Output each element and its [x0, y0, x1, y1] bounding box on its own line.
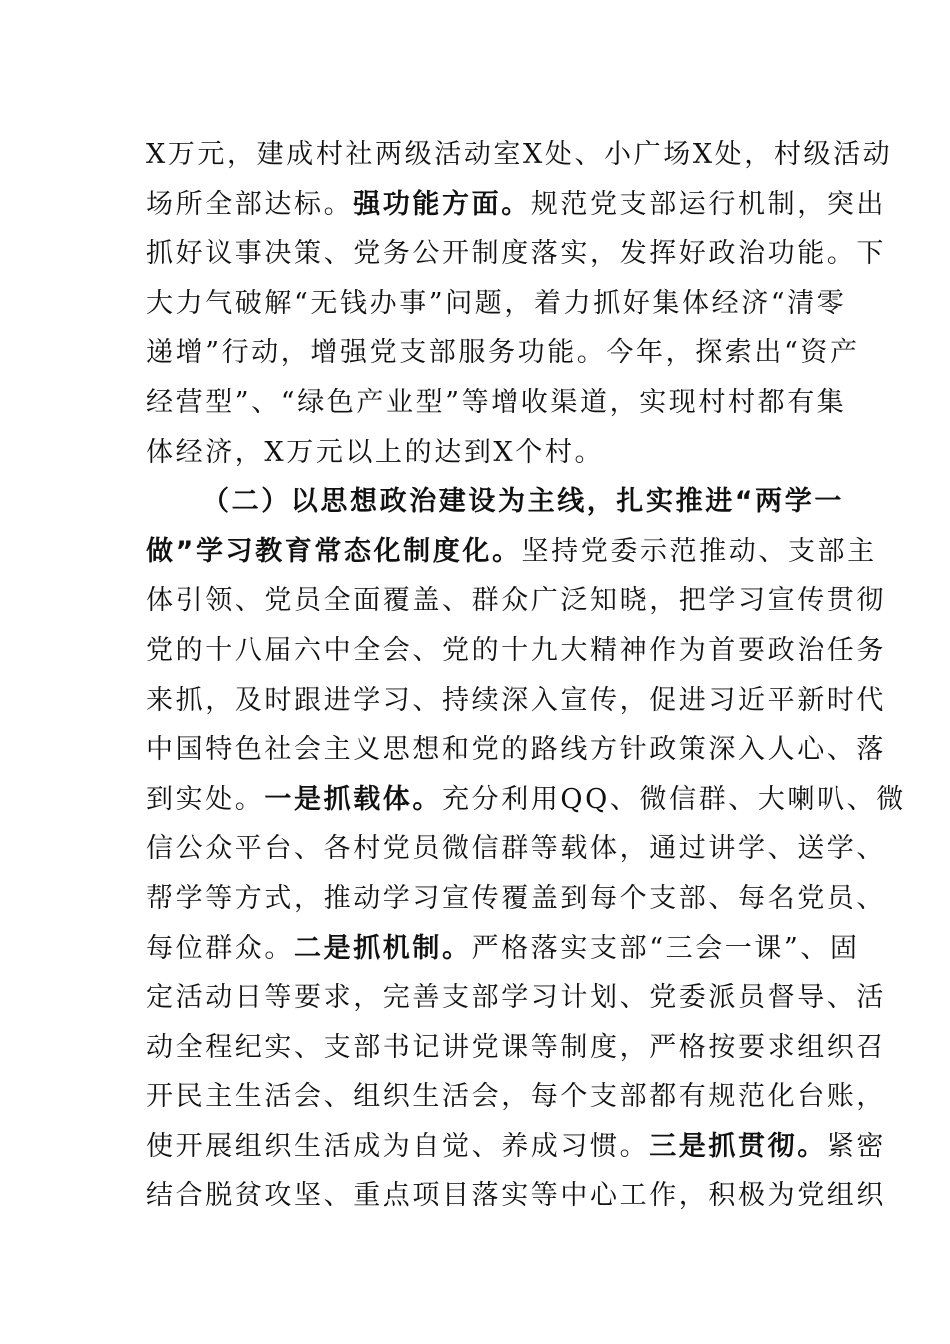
text-line-6: 经营型”、“绿色产业型”等增收渠道，实现村村都有集 — [146, 386, 847, 418]
text-line-17: 每位群众。二是抓机制。严格落实支部“三会一课”、固 — [146, 932, 860, 964]
text-line-10: 体引领、党员全面覆盖、群众广泛知晓，把学习宣传贯彻 — [146, 585, 886, 617]
section-heading-2: （二）以思想政治建设为主线，扎实推进“两学一 — [202, 486, 844, 518]
text-line-3: 抓好议事决策、党务公开制度落实，发挥好政治功能。下 — [146, 238, 886, 270]
text-line-9: 做”学习教育常态化制度化。坚持党委示范推动、支部主 — [146, 535, 877, 567]
bold-heading-mechanism: 二是抓机制。 — [294, 932, 472, 964]
text-line-14: 到实处。一是抓载体。充分利用QQ、微信群、大喇叭、微 — [146, 783, 906, 815]
text-line-22: 结合脱贫攻坚、重点项目落实等中心工作，积极为党组织 — [146, 1180, 886, 1212]
text-line-4: 大力气破解“无钱办事”问题，着力抓好集体经济“清零 — [146, 287, 847, 319]
text-line-15: 信公众平台、各村党员微信群等载体，通过讲学、送学、 — [146, 833, 886, 865]
text-line-16: 帮学等方式，推动学习宣传覆盖到每个支部、每名党员、 — [146, 882, 886, 914]
text-line-5: 递增”行动，增强党支部服务功能。今年，探索出“资产 — [146, 337, 860, 369]
text-line-20: 开民主生活会、组织生活会，每个支部都有规范化台账， — [146, 1081, 886, 1113]
bold-heading-strengthen-function: 强功能方面。 — [353, 188, 531, 220]
document-body — [146, 130, 906, 1221]
text-line-8 — [146, 477, 844, 527]
text-line-7: 体经济，X万元以上的达到X个村。 — [146, 436, 605, 468]
text-line-19: 动全程纪实、支部书记讲党课等制度，严格按要求组织召 — [146, 1031, 886, 1063]
text-line-21: 使开展组织生活成为自觉、养成习惯。三是抓贯彻。紧密 — [146, 1130, 887, 1162]
text-line-12: 来抓，及时跟进学习、持续深入宣传，促进习近平新时代 — [146, 684, 886, 716]
section-heading-2-cont: 做”学习教育常态化制度化。 — [146, 535, 522, 567]
text-line-1: X万元，建成村社两级活动室X处、小广场X处，村级活动 — [146, 139, 893, 170]
bold-heading-carrier: 一是抓载体。 — [264, 783, 443, 815]
text-line-13: 中国特色社会主义思想和党的路线方针政策深入人心、落 — [146, 734, 886, 766]
text-line-2: 场所全部达标。强功能方面。规范党支部运行机制，突出 — [146, 188, 887, 220]
text-line-11: 党的十八届六中全会、党的十九大精神作为首要政治任务 — [146, 634, 886, 666]
bold-heading-implementation: 三是抓贯彻。 — [649, 1130, 827, 1162]
text-line-18: 定活动日等要求，完善支部学习计划、党委派员督导、活 — [146, 982, 886, 1014]
